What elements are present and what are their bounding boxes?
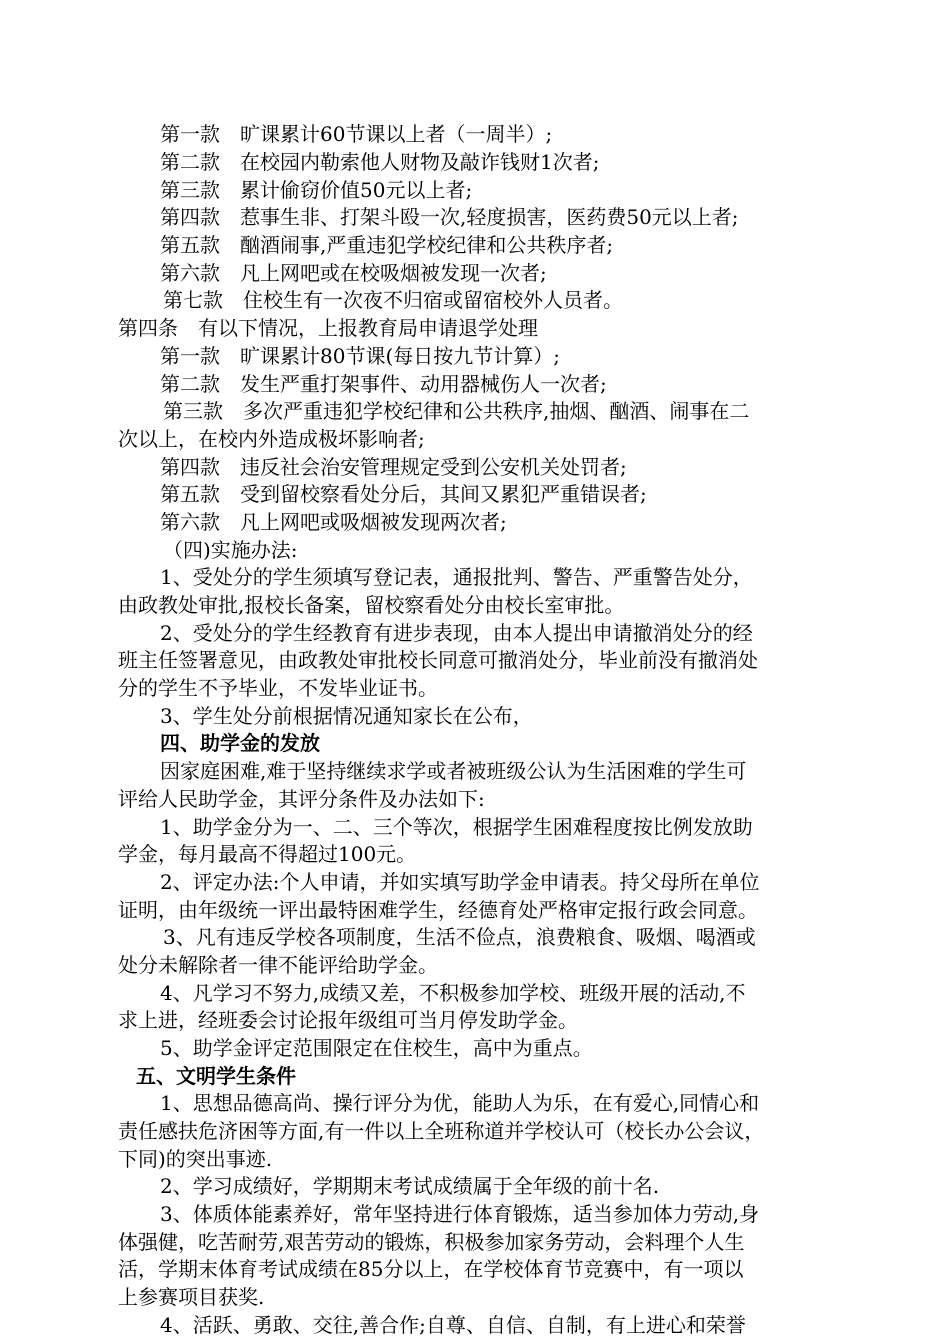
- text-line: 4、活跃、勇敢、交往,善合作;自尊、自信、自制，有上进心和荣誉: [160, 1313, 746, 1337]
- text-line: 第五款 酗酒闹事,严重违犯学校纪律和公共秩序者;: [160, 233, 614, 257]
- text-line: 上参赛项目获奖.: [118, 1285, 265, 1309]
- text-line: 下同)的突出事迹.: [118, 1147, 273, 1171]
- text-line: 5、助学金评定范围限定在住校生，高中为重点。: [160, 1036, 593, 1060]
- section-heading: 五、文明学生条件: [136, 1064, 296, 1088]
- text-line: 第四款 违反社会治安管理规定受到公安机关处罚者;: [160, 455, 627, 479]
- text-line: 第六款 凡上网吧或吸烟被发现两次者;: [160, 510, 507, 534]
- text-line: 2、受处分的学生经教育有进步表现，由本人提出申请撤消处分的经: [160, 621, 753, 645]
- text-line: 处分未解除者一律不能评给助学金。: [118, 953, 438, 977]
- text-line: 体强健，吃苦耐劳,艰苦劳动的锻炼，积极参加家务劳动，会料理个人生: [118, 1230, 745, 1254]
- text-line: 1、助学金分为一、二、三个等次，根据学生困难程度按比例发放助: [160, 815, 753, 839]
- text-line: 学金，每月最高不得超过100元。: [118, 842, 417, 866]
- text-line: 4、凡学习不努力,成绩又差，不积极参加学校、班级开展的活动,不: [160, 981, 746, 1005]
- text-line: 第四款 惹事生非、打架斗殴一次,轻度损害，医药费50元以上者;: [160, 205, 739, 229]
- text-line: 评给人民助学金，其评分条件及办法如下:: [118, 787, 485, 811]
- text-line: 分的学生不予毕业，不发毕业证书。: [118, 676, 438, 700]
- text-line: 第二款 在校园内勒索他人财物及敲诈钱财1次者;: [160, 150, 600, 174]
- section-heading: 四、助学金的发放: [160, 731, 320, 755]
- text-line: 第六款 凡上网吧或在校吸烟被发现一次者;: [160, 261, 547, 285]
- text-line: 次以上，在校内外造成极坏影响者;: [118, 427, 425, 451]
- text-line: 第二款 发生严重打架事件、动用器械伤人一次者;: [160, 372, 607, 396]
- text-line: 第五款 受到留校察看处分后，其间又累犯严重错误者;: [160, 482, 647, 506]
- text-line: 第七款 住校生有一次夜不归宿或留宿校外人员者。: [163, 288, 623, 312]
- text-line: 活，学期末体育考试成绩在85分以上，在学校体育节竞赛中，有一项以: [118, 1257, 744, 1281]
- text-line: 证明，由年级统一评出最特困难学生，经德育处严格审定报行政会同意。: [118, 898, 758, 922]
- text-line: 班主任签署意见，由政教处审批校长同意可撤消处分，毕业前没有撤消处: [118, 648, 758, 672]
- text-line: 3、体质体能素养好，常年坚持进行体育锻炼，适当参加体力劳动,身: [160, 1202, 760, 1226]
- text-line: 求上进，经班委会讨论报年级组可当月停发助学金。: [118, 1008, 578, 1032]
- text-line: 1、思想品德高尚、操行评分为优，能助人为乐，在有爱心,同情心和: [160, 1091, 760, 1115]
- text-line: 3、学生处分前根据情况通知家长在公布，: [160, 704, 533, 728]
- text-line: 第一款 旷课累计60节课以上者（一周半）;: [160, 122, 553, 146]
- text-line: 由政教处审批,报校长备案，留校察看处分由校长室审批。: [118, 593, 625, 617]
- article-heading: 第四条 有以下情况，上报教育局申请退学处理: [118, 316, 538, 340]
- text-line: 1、受处分的学生须填写登记表，通报批判、警告、严重警告处分，: [160, 565, 753, 589]
- text-line: 2、学习成绩好，学期期末考试成绩属于全年级的前十名.: [160, 1174, 660, 1198]
- text-line: 第一款 旷课累计80节课(每日按九节计算）;: [160, 344, 560, 368]
- text-line: 2、评定办法:个人申请，并如实填写助学金申请表。持父母所在单位: [160, 870, 760, 894]
- text-line: 责任感扶危济困等方面,有一件以上全班称道并学校认可（校长办公会议，: [118, 1119, 765, 1143]
- text-line: 3、凡有违反学校各项制度，生活不俭点，浪费粮食、吸烟、喝酒或: [163, 925, 756, 949]
- subsection-heading: （四)实施办法:: [163, 538, 298, 562]
- text-line: 第三款 多次严重违犯学校纪律和公共秩序,抽烟、酗酒、闹事在二: [163, 399, 750, 423]
- text-line: 因家庭困难,难于坚持继续求学或者被班级公认为生活困难的学生可: [160, 759, 747, 783]
- text-line: 第三款 累计偷窃价值50元以上者;: [160, 178, 473, 202]
